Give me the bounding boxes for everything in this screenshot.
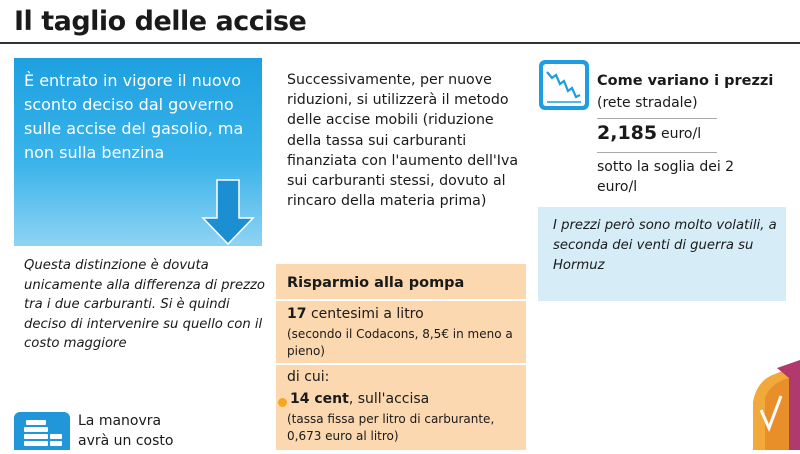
savings-divider bbox=[276, 299, 526, 301]
mobile-excise-text: Successivamente, per nuove riduzioni, si utilizzerà il metodo delle accise mobili (riduzione della tassa sui carburanti finanziata con l'aumento dell'Iva sui carburanti stessi, dovuto al rincaro della materia prima) bbox=[287, 72, 519, 210]
savings-of-which: di cui: bbox=[287, 369, 330, 385]
price-chart-icon-inner bbox=[543, 64, 585, 106]
excise-note: (tassa fissa per litro di carburante, 0,673 euro al litro) bbox=[287, 412, 495, 443]
intro-explanation: Questa distinzione è dovuta unicamente alla differenza di prezzo tra i due carburanti. Si è quindi deciso di intervenire su quello con il costo maggiore bbox=[24, 258, 265, 351]
excise-label: , sull'accisa bbox=[348, 391, 430, 407]
savings-amount-label: centesimi a litro bbox=[310, 306, 424, 322]
page-title: Il taglio delle accise bbox=[14, 6, 307, 37]
savings-amount-note: (secondo il Codacons, 8,5€ in meno a pieno) bbox=[287, 327, 513, 358]
savings-amount: 17 bbox=[287, 306, 307, 322]
prices-subtitle: (rete stradale) bbox=[597, 95, 698, 111]
arrow-down-icon bbox=[201, 178, 255, 248]
prices-title: Come variano i prezzi bbox=[597, 73, 774, 89]
bullet-dot-icon bbox=[278, 398, 287, 407]
manovra-text bbox=[78, 411, 173, 451]
price-unit: euro/l bbox=[661, 126, 702, 142]
price-divider bbox=[597, 118, 717, 119]
title-divider bbox=[0, 42, 800, 44]
excise-amount-line bbox=[290, 391, 429, 407]
price-divider-2 bbox=[597, 152, 717, 153]
savings-title: Risparmio alla pompa bbox=[287, 275, 465, 291]
intro-highlight-text: È entrato in vigore il nuovo sconto deciso dal governo sulle accise del gasolio, ma non sulla benzina bbox=[24, 71, 244, 162]
fuel-pump-illustration bbox=[705, 360, 800, 450]
price-value: 2,185 bbox=[597, 122, 658, 144]
price-threshold: sotto la soglia dei 2 euro/l bbox=[597, 159, 735, 195]
manovra-line-2: avrà un costo bbox=[78, 433, 174, 449]
money-stack-icon bbox=[14, 412, 70, 450]
manovra-line-1: La manovra bbox=[78, 413, 162, 429]
volatility-note: I prezzi però sono molto volatili, a seconda dei venti di guerra su Hormuz bbox=[553, 218, 777, 273]
savings-amount-line bbox=[287, 306, 424, 322]
excise-amount: 14 cent bbox=[290, 391, 349, 407]
savings-divider-2 bbox=[276, 363, 526, 365]
